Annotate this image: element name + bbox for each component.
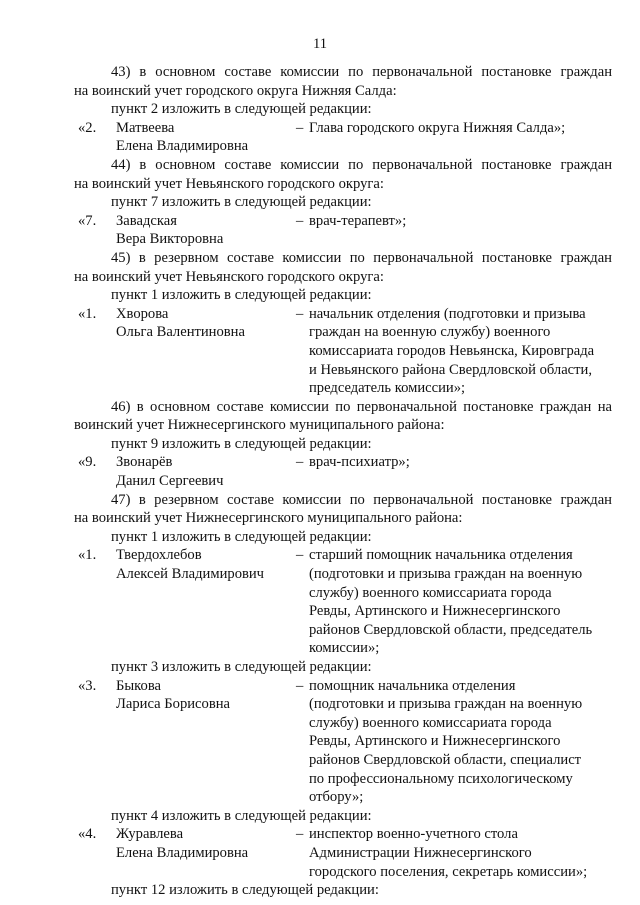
member-entry-row — [74, 305, 612, 324]
member-entry-row — [74, 695, 612, 714]
member-entry-row — [74, 732, 612, 751]
member-name: Хворова — [116, 305, 169, 322]
amendment-instruction: пункт 7 изложить в следующей редакции: — [111, 194, 372, 211]
member-role: комиссии»; — [309, 640, 380, 657]
member-entry — [74, 677, 612, 807]
member-entry-row — [74, 323, 612, 342]
member-role: районов Свердловской области, председатель — [309, 621, 593, 638]
paragraph-line: на воинский учет Невьянского городского округа: — [74, 268, 384, 285]
member-role: (подготовки и призыва граждан на военную — [309, 566, 583, 583]
paragraph-line: на воинский учет Нижнесергинского муниципального района: — [74, 510, 463, 527]
member-name: Звонарёв — [116, 454, 173, 471]
amendment-instruction: пункт 1 изложить в следующей редакции: — [111, 528, 372, 545]
member-name: Завадская — [116, 212, 177, 229]
amendment-instruction: пункт 9 изложить в следующей редакции: — [111, 435, 372, 452]
member-entry — [74, 825, 612, 881]
member-role: по профессиональному психологическому — [309, 770, 573, 787]
member-role: инспектор военно-учетного стола — [309, 826, 518, 843]
paragraph-line: 47) в резервном составе комиссии по первоначальной постановке граждан — [111, 491, 612, 508]
member-entry-row — [74, 361, 612, 380]
paragraph-line: 43) в основном составе комиссии по первоначальной постановке граждан — [111, 64, 612, 80]
member-role: врач-терапевт»; — [309, 212, 407, 229]
member-name: Алексей Владимирович — [116, 566, 265, 583]
member-entry-row — [74, 584, 612, 603]
member-entry-row — [74, 379, 612, 398]
member-entry-row — [74, 137, 612, 156]
paragraph-line: на воинский учет городского округа Нижняя Салда: — [74, 82, 397, 99]
member-entry-row — [74, 844, 612, 863]
paragraph-line: 44) в основном составе комиссии по первоначальной постановке граждан — [111, 156, 612, 173]
member-entry — [74, 453, 612, 490]
dash-separator: – — [296, 305, 304, 322]
amendment-instruction: пункт 1 изложить в следующей редакции: — [111, 287, 372, 304]
page-number: 11 — [312, 36, 328, 52]
member-role: председатель комиссии»; — [309, 380, 466, 397]
member-name: Твердохлебов — [116, 547, 202, 564]
member-name: Елена Владимировна — [116, 138, 249, 155]
amendment-instruction: пункт 4 изложить в следующей редакции: — [111, 807, 372, 824]
member-entry-row — [74, 751, 612, 770]
member-role: районов Свердловской области, специалист — [309, 751, 582, 768]
amendment-instruction: пункт 12 изложить в следующей редакции: — [111, 882, 379, 899]
member-entry-row — [74, 621, 612, 640]
amendment-instruction: пункт 3 изложить в следующей редакции: — [111, 659, 372, 675]
member-role: городского поселения, секретарь комиссии»; — [309, 863, 588, 880]
member-role: (подготовки и призыва граждан на военную — [309, 696, 583, 713]
member-entry — [74, 305, 612, 398]
member-role: Администрации Нижнесергинского — [309, 844, 532, 861]
dash-separator: – — [296, 547, 304, 564]
member-role: службу) военного комиссариата города — [309, 714, 552, 731]
dash-separator: – — [296, 454, 304, 471]
member-name: Журавлева — [116, 826, 184, 843]
paragraph-line: 46) в основном составе комиссии по первоначальной постановке граждан на — [111, 398, 612, 415]
member-entry-row — [74, 639, 612, 658]
member-role: помощник начальника отделения — [309, 677, 516, 694]
member-name: Лариса Борисовна — [116, 696, 230, 713]
member-entry-row — [74, 453, 612, 472]
amendment-instruction: пункт 2 изложить в следующей редакции: — [111, 101, 372, 118]
member-name: Данил Сергеевич — [116, 473, 224, 490]
member-role: начальник отделения (подготовки и призыва — [309, 305, 586, 322]
member-name: Матвеева — [116, 119, 175, 136]
item-number: «3. — [78, 677, 97, 694]
member-role: Ревды, Артинского и Нижнесергинского — [309, 733, 561, 750]
member-role: службу) военного комиссариата города — [309, 584, 552, 601]
document-body — [74, 63, 612, 900]
item-number: «2. — [78, 119, 97, 136]
item-number: «1. — [78, 305, 97, 322]
member-entry-row — [74, 119, 612, 138]
member-name: Быкова — [116, 677, 162, 694]
item-number: «9. — [78, 454, 97, 471]
member-entry-row — [74, 212, 612, 231]
member-entry-row — [74, 770, 612, 789]
member-entry-row — [74, 565, 612, 584]
member-entry-row — [74, 788, 612, 807]
member-entry-row — [74, 863, 612, 882]
member-entry-row — [74, 230, 612, 249]
member-role: Ревды, Артинского и Нижнесергинского — [309, 603, 561, 620]
member-name: Елена Владимировна — [116, 844, 249, 861]
member-entry — [74, 212, 612, 249]
dash-separator: – — [296, 826, 304, 843]
member-role: и Невьянского района Свердловской области, — [309, 361, 592, 378]
member-entry-row — [74, 342, 612, 361]
member-name: Ольга Валентиновна — [116, 324, 245, 341]
member-role: граждан на военную службу) военного — [309, 324, 551, 341]
member-role: отбору»; — [309, 789, 364, 806]
member-entry — [74, 546, 612, 658]
dash-separator: – — [296, 119, 304, 136]
item-number: «7. — [78, 212, 97, 229]
paragraph-line: воинский учет Нижнесергинского муниципального района: — [74, 417, 445, 434]
member-role: Глава городского округа Нижняя Салда»; — [309, 119, 566, 136]
dash-separator: – — [296, 677, 304, 694]
item-number: «1. — [78, 547, 97, 564]
member-entry-row — [74, 714, 612, 733]
member-role: комиссариата городов Невьянска, Кировграда — [309, 342, 595, 359]
member-entry-row — [74, 602, 612, 621]
member-entry-row — [74, 825, 612, 844]
dash-separator: – — [296, 212, 304, 229]
member-entry-row — [74, 546, 612, 565]
item-number: «4. — [78, 826, 97, 843]
member-entry-row — [74, 677, 612, 696]
paragraph-line: на воинский учет Невьянского городского округа: — [74, 175, 384, 192]
member-entry — [74, 119, 612, 156]
member-entry-row — [74, 472, 612, 491]
member-name: Вера Викторовна — [116, 231, 224, 248]
member-role: старший помощник начальника отделения — [309, 547, 573, 564]
member-role: врач-психиатр»; — [309, 454, 410, 471]
paragraph-line: 45) в резервном составе комиссии по первоначальной постановке граждан — [111, 249, 612, 266]
